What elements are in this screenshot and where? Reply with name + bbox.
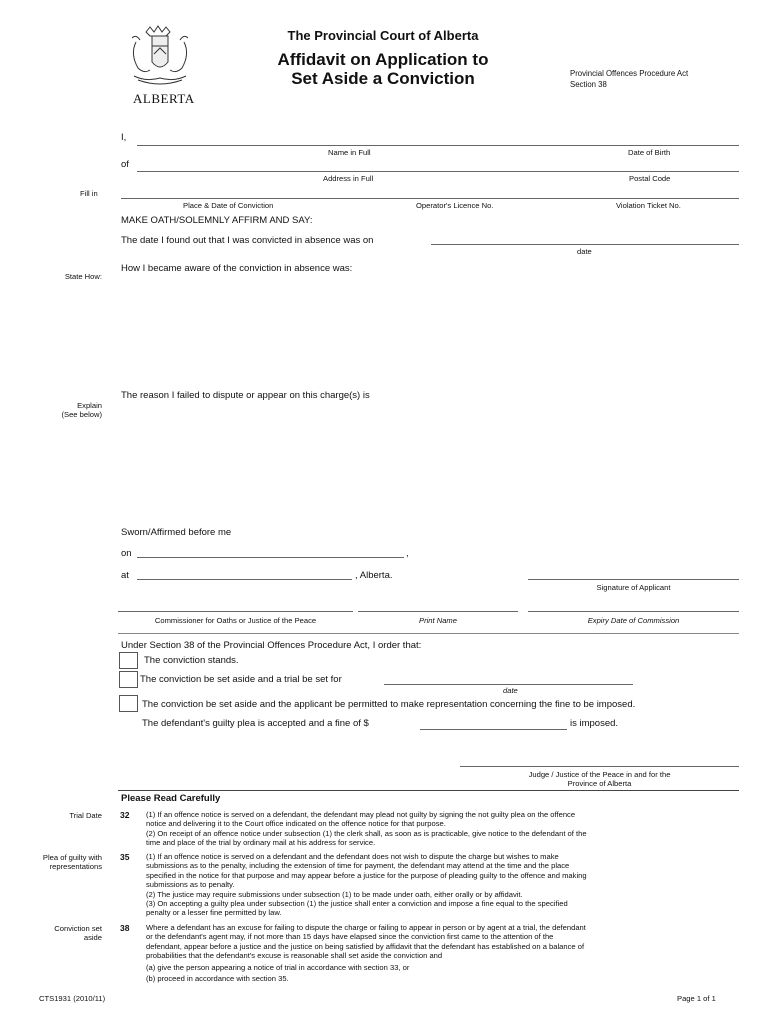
form-title-line1: Affidavit on Application to <box>277 50 489 69</box>
dob-label: Date of Birth <box>628 148 671 157</box>
fine-amount-field[interactable] <box>420 715 567 729</box>
alberta-suffix: , Alberta. <box>355 570 393 581</box>
address-label: Address in Full <box>323 174 374 183</box>
licence-label: Operator's Licence No. <box>416 201 494 210</box>
judge-signature-field[interactable] <box>460 752 739 766</box>
note-line: (b) proceed in accordance with section 35. <box>146 974 289 984</box>
of-label: of <box>121 159 129 170</box>
note-line: specified in the notice for that purpose and may appear before a justice for the purpose of pleading guilty to the offence and making <box>146 870 587 880</box>
note-line: (2) The justice may require submissions under subsection (1) to be made under oath, either orally or by affidavit. <box>146 889 523 899</box>
note-line: penalty or a lesser fine permitted by law. <box>146 908 282 918</box>
page-number: Page 1 of 1 <box>677 994 716 1003</box>
trial-date-field[interactable] <box>384 671 633 685</box>
option-representation: The conviction be set aside and the applicant be permitted to make representation concerning the fine to be imposed. <box>142 699 636 710</box>
commissioner-field[interactable] <box>118 597 353 611</box>
postal-code-label: Postal Code <box>629 174 671 183</box>
place-date-label: Place & Date of Conviction <box>183 201 274 210</box>
note-line: (a) give the person appearing a notice of trial in accordance with section 33, or <box>146 962 410 972</box>
place-date-conviction-field[interactable] <box>121 184 739 198</box>
note-line: (1) If an offence notice is served on a defendant and the defendant does not wish to dispute the charge but wishes to make <box>146 852 559 861</box>
note-line: probabilities that the defendant's excuse is reasonable shall set aside the conviction and <box>146 951 443 961</box>
sworn-date-field[interactable] <box>137 543 404 557</box>
reason-text: The reason I failed to dispute or appear on this charge(s) is <box>121 390 370 401</box>
expiry-date-label: Expiry Date of Commission <box>587 616 680 625</box>
name-label: Name in Full <box>328 148 371 157</box>
alberta-wordmark: ALBERTA <box>133 91 195 106</box>
oath-statement: MAKE OATH/SOLEMNLY AFFIRM AND SAY: <box>121 215 313 226</box>
print-name-label: Print Name <box>419 616 457 625</box>
note-line: submissions as to the penalty, including the extension of time for payment, the defendant may attend at the time and the place <box>146 861 570 871</box>
note-section-35 <box>146 852 741 918</box>
note-side-label: Plea of guilty with representations <box>42 853 102 872</box>
notes-heading: Please Read Carefully <box>121 793 221 804</box>
court-name: The Provincial Court of Alberta <box>287 28 479 43</box>
note-line: or the defendant's agent may, if not more than 15 days have elapsed since the conviction first came to the attention of the <box>146 932 554 942</box>
on-label: on <box>121 548 132 559</box>
see-below-hint: (See below) <box>61 410 102 419</box>
trial-date-label: date <box>503 686 518 695</box>
note-number: 35 <box>120 852 130 862</box>
alberta-coat-of-arms-icon <box>126 24 194 88</box>
sworn-place-field[interactable] <box>137 565 352 579</box>
option-trial-set: The conviction be set aside and a trial be set for <box>140 674 342 685</box>
sworn-text: Sworn/Affirmed before me <box>121 527 232 538</box>
signature-label: Signature of Applicant <box>596 583 671 592</box>
option-conviction-stands: The conviction stands. <box>144 655 239 666</box>
commissioner-label: Commissioner for Oaths or Justice of the Peace <box>154 616 317 625</box>
note-line: time and place of the trial by ordinary mail at his address for service. <box>146 838 376 848</box>
address-field[interactable] <box>137 158 739 172</box>
act-reference: Provincial Offences Procedure Act <box>570 69 689 78</box>
on-comma: , <box>406 548 409 559</box>
guilty-plea-text: The defendant's guilty plea is accepted and a fine of $ <box>142 718 369 729</box>
judge-label-line1: Judge / Justice of the Peace in and for the <box>528 770 671 779</box>
applicant-signature-field[interactable] <box>528 565 739 579</box>
name-in-full-field[interactable] <box>137 131 739 145</box>
note-side-label: Trial Date <box>69 811 102 820</box>
ticket-label: Violation Ticket No. <box>616 201 681 210</box>
note-number: 32 <box>120 810 130 820</box>
how-aware-text: How I became aware of the conviction in absence was: <box>121 263 353 274</box>
form-code: CTS1931 (2010/11) <box>39 994 106 1003</box>
note-line: Where a defendant has an excuse for failing to dispute the charge or failing to appear in person or by agent at a trial, the defendant <box>146 923 586 932</box>
at-label: at <box>121 570 129 581</box>
reason-field[interactable] <box>121 405 739 515</box>
order-intro: Under Section 38 of the Provincial Offences Procedure Act, I order that: <box>121 640 422 651</box>
state-how-hint: State How: <box>64 272 102 281</box>
conviction-stands-checkbox[interactable] <box>119 652 138 669</box>
i-label: I, <box>121 132 127 143</box>
how-aware-field[interactable] <box>121 278 739 378</box>
note-line: defendant, appear before a justice and the justice on being satisfied by affidavit that the defendant has established on a balance of <box>146 941 585 951</box>
found-out-text: The date I found out that I was convicted in absence was on <box>121 235 374 246</box>
note-line: submissions as to penalty. <box>146 880 235 890</box>
note-line: (3) On accepting a guilty plea under subsection (1) the justice shall enter a conviction and impose a fine equal to the specified <box>146 899 568 909</box>
print-name-field[interactable] <box>358 597 518 611</box>
trial-set-checkbox[interactable] <box>119 671 138 688</box>
expiry-date-field[interactable] <box>528 597 739 611</box>
note-line: notice and delivering it to the Court office indicated on the offence notice for that purpose. <box>146 819 446 829</box>
fill-in-hint: Fill in <box>80 189 98 198</box>
note-section-38 <box>146 923 741 983</box>
imposed-text: is imposed. <box>570 718 619 729</box>
date-label: date <box>577 247 592 256</box>
note-line: (1) If an offence notice is served on a defendant, the defendant may plead not guilty by signing the not guilty plea on the offence <box>146 810 576 819</box>
note-number: 38 <box>120 923 130 933</box>
form-title-line2: Set Aside a Conviction <box>291 69 475 88</box>
note-side-label: Conviction set aside <box>54 924 102 943</box>
representation-checkbox[interactable] <box>119 695 138 712</box>
section-reference: Section 38 <box>570 80 607 89</box>
judge-label-line2: Province of Alberta <box>567 779 632 788</box>
note-section-32 <box>146 810 741 848</box>
found-out-date-field[interactable] <box>431 231 739 245</box>
note-line: (2) On receipt of an offence notice under subsection (1) the clerk shall, as soon as is practicable, give notice to the defendant of the <box>146 828 587 838</box>
explain-hint: Explain <box>77 401 102 410</box>
